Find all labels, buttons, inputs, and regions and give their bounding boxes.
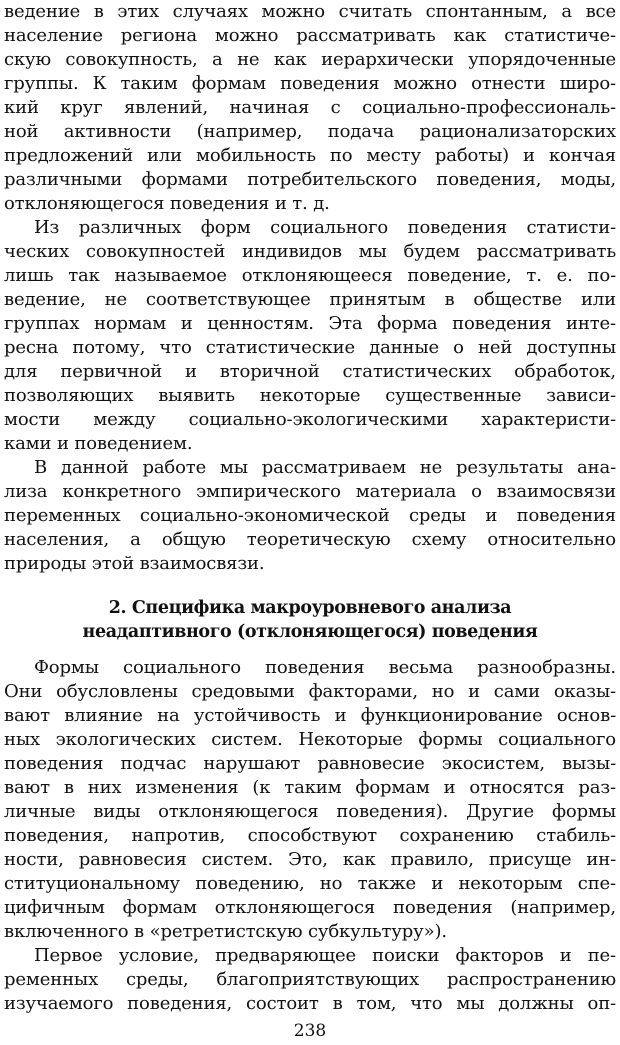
page-number: 238 (293, 1021, 327, 1041)
text-line: лиза конкретного эмпирического материала о взаимосвязи (4, 481, 616, 502)
text-line: Первое условие, предваряющее поиски факторов и пе- (34, 945, 616, 966)
text-line: для первичной и вторичной статистических обработок, (4, 361, 616, 382)
text-line: населения, а общую теоретическую схему относительно (4, 529, 616, 550)
text-line: изучаемого поведения, состоит в том, что мы должны оп- (4, 993, 616, 1014)
text-line: кий круг явлений, начиная с социально-профессиональ- (4, 97, 616, 118)
text-line: ных экологических систем. Некоторые формы социального (4, 729, 616, 750)
text-line: отклоняющегося поведения и т. д. (4, 193, 330, 214)
text-line: вают влияние на устойчивость и функционирование основ- (4, 705, 616, 726)
text-line: ками и поведением. (4, 433, 193, 454)
text-line: ности, равновесия систем. Это, как правило, присуще ин- (4, 849, 616, 870)
text-line: вают в них изменения (к таким формам и относятся раз- (4, 777, 616, 798)
text-line: Из различных форм социального поведения статисти- (34, 217, 616, 238)
section-heading-line: 2. Специфика макроуровневого анализа (108, 598, 512, 618)
text-line: поведения, напротив, способствуют сохранению стабиль- (4, 825, 616, 846)
text-line: скую совокупность, а не как иерархически упорядоченные (4, 49, 616, 70)
text-line: личные виды отклоняющегося поведения). Другие формы (4, 801, 616, 822)
text-line: ведение, не соответствующее принятым в обществе или (4, 289, 616, 310)
text-line: цифичным формам отклоняющегося поведения (например, (4, 897, 616, 918)
text-line: население региона можно рассматривать как статистиче- (4, 25, 616, 46)
text-line: ременных среды, благоприятствующих распространению (4, 969, 616, 990)
text-line: ституциональному поведению, но также и некоторым спе- (4, 873, 616, 894)
text-line: ведение в этих случаях можно считать спонтанным, а все (4, 1, 616, 22)
text-line: ной активности (например, подача рационализаторских (4, 121, 616, 142)
section-heading-line: неадаптивного (отклоняющегося) поведения (82, 622, 538, 642)
text-line: включенного в «ретретистскую субкультуру»). (4, 921, 447, 942)
text-line: Формы социального поведения весьма разнообразны. (34, 657, 616, 678)
text-line: ческих совокупностей индивидов мы будем рассматривать (4, 241, 616, 262)
text-line: поведения подчас нарушают равновесие экосистем, вызы- (4, 753, 616, 774)
text-line: лишь так называемое отклоняющееся поведение, т. е. по- (4, 265, 616, 286)
text-line: переменных социально-экономической среды и поведения (4, 505, 616, 526)
text-line: мости между социально-экологическими характеристи- (4, 409, 616, 430)
text-line: ресна потому, что статистические данные о ней доступны (4, 337, 616, 358)
text-line: Они обусловлены средовыми факторами, но и сами оказы- (4, 681, 616, 702)
text-line: группы. К таким формам поведения можно отнести широ- (4, 73, 616, 94)
text-line: различными формами потребительского поведения, моды, (4, 169, 616, 190)
text-line: В данной работе мы рассматриваем не результаты ана- (34, 457, 616, 478)
text-line: группах нормам и ценностям. Эта форма поведения инте- (4, 313, 616, 334)
text-line: предложений или мобильность по месту работы) и кончая (4, 145, 616, 166)
text-line: позволяющих выявить некоторые существенные зависи- (4, 385, 616, 406)
text-line: природы этой взаимосвязи. (4, 553, 265, 574)
